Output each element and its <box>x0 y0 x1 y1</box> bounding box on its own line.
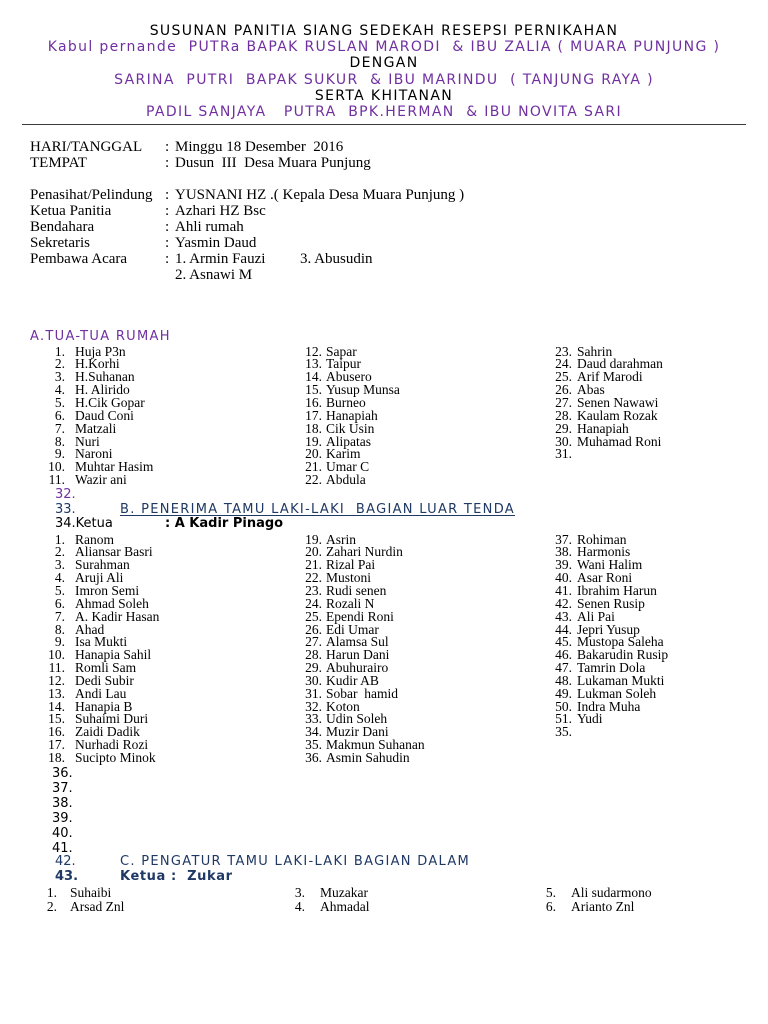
item-number: 30. <box>555 433 572 449</box>
member-name: Burneo <box>326 394 366 410</box>
member-name: H. Alirido <box>75 382 130 398</box>
item-number: 24. <box>305 595 322 611</box>
item-number: 36. <box>305 749 322 765</box>
item-number: 46. <box>555 647 572 663</box>
section-a-heading: A.TUA-TUA RUMAH <box>30 329 171 344</box>
info-separator: : <box>165 203 170 219</box>
section-b-number: 33. <box>55 502 76 517</box>
info-row-advisor <box>0 187 768 203</box>
item-number: 14. <box>48 698 65 714</box>
item-number: 45. <box>555 634 572 650</box>
item-number: 38. <box>555 544 572 560</box>
member-name: Karim <box>326 446 361 462</box>
item-number: 6. <box>54 407 65 423</box>
item-number: 32. <box>305 698 322 714</box>
section-b-column-2 <box>297 531 425 765</box>
item-number: 3. <box>54 369 65 385</box>
item-number: 24. <box>555 356 572 372</box>
info-row-mc <box>0 251 768 267</box>
member-name: Udin Soleh <box>326 711 388 727</box>
item-number: 18. <box>305 420 322 436</box>
item-number: 27. <box>305 634 322 650</box>
member-name: Jepri Yusup <box>577 621 640 637</box>
bride-family-line: SARINA PUTRI BAPAK SUKUR & IBU MARINDU ( TANJUNG RAYA ) <box>114 72 654 88</box>
item-number: 26. <box>555 382 572 398</box>
member-name: Rozali N <box>326 595 375 611</box>
item-number: 4. <box>294 899 305 914</box>
empty-slot-number: 40. <box>52 825 73 841</box>
info-label: HARI/TANGGAL <box>30 139 143 155</box>
member-name: Alipatas <box>326 433 371 449</box>
section-a-column-2 <box>297 343 400 488</box>
item-number: 8. <box>54 433 65 449</box>
section-b-empty-slots <box>52 766 73 856</box>
member-name: Isa Mukti <box>75 634 128 650</box>
member-name: Nurhadi Rozi <box>75 737 149 753</box>
section-a-column-1 <box>40 343 154 488</box>
info-label: Ketua Panitia <box>30 203 112 219</box>
info-value: Ahli rumah <box>175 219 244 235</box>
member-name: Taipur <box>326 356 362 372</box>
info-row-treasurer <box>0 219 768 235</box>
member-name: H.Cik Gopar <box>75 394 145 410</box>
member-name: Abas <box>577 382 605 398</box>
list-item <box>536 886 652 900</box>
item-number: 9. <box>54 634 65 650</box>
list-item <box>547 448 663 461</box>
item-number: 34. <box>305 724 322 740</box>
member-name: Koton <box>326 698 360 714</box>
info-label: Penasihat/Pelindung <box>30 187 153 203</box>
member-name: Ahmad Soleh <box>75 595 149 611</box>
section-c-number: 42. <box>55 854 76 869</box>
info-separator: : <box>165 139 170 155</box>
item-number: 43. <box>555 608 572 624</box>
item-number: 4. <box>54 570 65 586</box>
item-number: 13. <box>305 356 322 372</box>
member-name: Umar C <box>326 459 370 475</box>
member-name: Andi Lau <box>75 685 127 701</box>
item-number: 22. <box>305 472 322 488</box>
member-name: Aruji Ali <box>75 570 124 586</box>
section-b-column-3 <box>547 531 669 740</box>
member-name: Suhaimi Duri <box>75 711 149 727</box>
member-name: Nuri <box>75 433 100 449</box>
info-separator: : <box>165 187 170 203</box>
member-name: Muzir Dani <box>326 724 389 740</box>
item-number: 21. <box>305 557 322 573</box>
item-number: 50. <box>555 698 572 714</box>
info-row-place <box>0 155 768 171</box>
item-number: 23. <box>555 343 572 359</box>
member-name: Asar Roni <box>577 570 633 586</box>
section-b-chair-value: : A Kadir Pinago <box>165 516 284 531</box>
member-name: Zahari Nurdin <box>326 544 403 560</box>
section-c-column-3 <box>536 886 652 914</box>
item-number: 1. <box>54 531 65 547</box>
member-name: Sucipto Minok <box>75 749 156 765</box>
header-divider <box>22 124 746 125</box>
mc-name: 3. Abusudin <box>300 251 373 267</box>
item-number: 30. <box>305 672 322 688</box>
empty-slot-number: 36. <box>52 765 73 781</box>
list-item <box>37 900 124 914</box>
list-item <box>37 886 124 900</box>
item-number: 2. <box>54 544 65 560</box>
info-value: Minggu 18 Desember 2016 <box>175 139 344 155</box>
list-item <box>547 726 668 739</box>
item-number: 20. <box>305 544 322 560</box>
item-number: 42. <box>555 595 572 611</box>
list-item <box>285 886 370 900</box>
item-number: 39. <box>555 557 572 573</box>
item-number: 16. <box>305 394 322 410</box>
member-name: Yudi <box>577 711 603 727</box>
member-name: Harun Dani <box>326 647 390 663</box>
item-number: 31. <box>555 446 572 462</box>
info-label: Pembawa Acara <box>30 251 128 267</box>
member-name: Dedi Subir <box>75 672 134 688</box>
member-name: Alamsa Sul <box>326 634 389 650</box>
section-b-heading: B. PENERIMA TAMU LAKI-LAKI BAGIAN LUAR TENDA <box>120 502 515 517</box>
member-name: Ali sudarmono <box>571 885 652 900</box>
info-label: Bendahara <box>30 219 95 235</box>
member-name: Sapar <box>326 343 357 359</box>
member-name: Naroni <box>75 446 113 462</box>
info-row-secretary <box>0 235 768 251</box>
member-name: Mustoni <box>326 570 372 586</box>
item-number: 4. <box>54 382 65 398</box>
member-name: A. Kadir Hasan <box>75 608 160 624</box>
member-name: Huja P3n <box>75 343 126 359</box>
item-number: 26. <box>305 621 322 637</box>
member-name: Arif Marodi <box>577 369 643 385</box>
member-name: Rudi senen <box>326 582 387 598</box>
member-name: Asrin <box>326 531 356 547</box>
item-number: 13. <box>48 685 65 701</box>
member-name: Ali Pai <box>577 608 615 624</box>
empty-slot-number: 39. <box>52 810 73 826</box>
member-name: Aliansar Basri <box>75 544 153 560</box>
item-number: 29. <box>555 420 572 436</box>
item-number: 14. <box>305 369 322 385</box>
item-number: 16. <box>48 724 65 740</box>
member-name: Bakarudin Rusip <box>577 647 669 663</box>
circumcision-child-line: PADIL SANJAYA PUTRA BPK.HERMAN & IBU NOVITA SARI <box>146 104 622 120</box>
empty-slot-number: 41. <box>52 840 73 856</box>
item-number: 33. <box>305 711 322 727</box>
mc-name: 2. Asnawi M <box>175 267 253 283</box>
item-number: 25. <box>555 369 572 385</box>
item-number: 10. <box>48 459 65 475</box>
member-name: Rizal Pai <box>326 557 376 573</box>
empty-slot-number: 38. <box>52 795 73 811</box>
item-number: 44. <box>555 621 572 637</box>
member-name: Imron Semi <box>75 582 140 598</box>
member-name: Lukaman Mukti <box>577 672 665 688</box>
item-number: 2. <box>54 356 65 372</box>
info-separator: : <box>165 219 170 235</box>
list-item <box>297 749 425 765</box>
item-number: 17. <box>305 407 322 423</box>
member-name: Romli Sam <box>75 660 137 676</box>
member-name: Muhamad Roni <box>577 433 662 449</box>
item-number: 11. <box>48 660 65 676</box>
member-name: Senen Nawawi <box>577 394 659 410</box>
member-name: Suhaibi <box>70 885 112 900</box>
member-name: Yusup Munsa <box>326 382 400 398</box>
item-number: 31. <box>305 685 322 701</box>
member-name: Indra Muha <box>577 698 641 714</box>
document-title: SUSUNAN PANITIA SIANG SEDEKAH RESEPSI PERNIKAHAN <box>149 23 619 39</box>
member-name: H.Suhanan <box>75 369 135 385</box>
item-number: 12. <box>305 343 322 359</box>
item-number: 20. <box>305 446 322 462</box>
member-name: Cik Usin <box>326 420 375 436</box>
empty-slot-number: 37. <box>52 780 73 796</box>
item-number: 3. <box>54 557 65 573</box>
item-number: 27. <box>555 394 572 410</box>
member-name: Makmun Suhanan <box>326 737 425 753</box>
member-name: Muhtar Hasim <box>75 459 154 475</box>
member-name: Hanapiah <box>577 420 629 436</box>
item-number: 25. <box>305 608 322 624</box>
item-number: 1. <box>46 885 57 900</box>
member-name: Senen Rusip <box>577 595 645 611</box>
info-separator: : <box>165 235 170 251</box>
info-value: Azhari HZ Bsc <box>175 203 266 219</box>
item-number: 5. <box>54 582 65 598</box>
item-number: 19. <box>305 433 322 449</box>
item-number: 11. <box>48 472 65 488</box>
member-name: Ranom <box>75 531 114 547</box>
list-item <box>536 900 652 914</box>
member-name: Zaidi Dadik <box>75 724 140 740</box>
member-name: Matzali <box>75 420 117 436</box>
section-a-trailing-number: 32. <box>55 487 76 502</box>
info-row-mc-continued <box>0 267 768 283</box>
item-number: 21. <box>305 459 322 475</box>
item-number: 15. <box>305 382 322 398</box>
item-number: 12. <box>48 672 65 688</box>
item-number: 23. <box>305 582 322 598</box>
member-name: H.Korhi <box>75 356 120 372</box>
item-number: 41. <box>555 582 572 598</box>
groom-family-line: Kabul pernande PUTRa BAPAK RUSLAN MARODI & IBU ZALIA ( MUARA PUNJUNG ) <box>47 39 721 55</box>
member-name: Kudir AB <box>326 672 379 688</box>
member-name: Surahman <box>75 557 130 573</box>
member-name: Abuhurairo <box>326 660 389 676</box>
item-number: 5. <box>545 885 556 900</box>
member-name: Arsad Znl <box>70 899 125 914</box>
member-name: Edi Umar <box>326 621 379 637</box>
item-number: 3. <box>294 885 305 900</box>
member-name: Ibrahim Harun <box>577 582 657 598</box>
item-number: 48. <box>555 672 572 688</box>
list-item <box>285 900 370 914</box>
section-a-column-3 <box>547 343 663 462</box>
item-number: 15. <box>48 711 65 727</box>
item-number: 1. <box>54 343 65 359</box>
section-c-heading: C. PENGATUR TAMU LAKI-LAKI BAGIAN DALAM <box>120 854 471 869</box>
item-number: 35. <box>305 737 322 753</box>
item-number: 37. <box>555 531 572 547</box>
member-name: Tamrin Dola <box>577 660 646 676</box>
item-number: 28. <box>555 407 572 423</box>
list-item <box>40 749 159 765</box>
item-number: 18. <box>48 749 65 765</box>
connector-text: DENGAN <box>349 55 419 71</box>
item-number: 19. <box>305 531 322 547</box>
info-value: Dusun III Desa Muara Punjung <box>175 155 371 171</box>
member-name: Lukman Soleh <box>577 685 657 701</box>
item-number: 10. <box>48 647 65 663</box>
member-name: Daud Coni <box>75 407 134 423</box>
member-name: Sobar hamid <box>326 685 398 701</box>
section-c-chair-number: 43. <box>55 869 79 884</box>
item-number: 7. <box>54 420 65 436</box>
item-number: 7. <box>54 608 65 624</box>
mc-name: 1. Armin Fauzi <box>175 251 266 267</box>
member-name: Hanapia B <box>75 698 133 714</box>
member-name: Wazir ani <box>75 472 127 488</box>
item-number: 6. <box>545 899 556 914</box>
item-number: 5. <box>54 394 65 410</box>
member-name: Harmonis <box>577 544 631 560</box>
member-name: Hanapia Sahil <box>75 647 152 663</box>
item-number: 22. <box>305 570 322 586</box>
section-b-chair-label: 34.Ketua <box>55 516 113 531</box>
member-name: Abdula <box>326 472 366 488</box>
item-number: 29. <box>305 660 322 676</box>
info-value: Yasmin Daud <box>175 235 257 251</box>
member-name: Daud darahman <box>577 356 663 372</box>
info-row-chairman <box>0 203 768 219</box>
circumcision-label: SERTA KHITANAN <box>314 88 454 104</box>
item-number: 2. <box>46 899 57 914</box>
member-name: Ependi Roni <box>326 608 394 624</box>
info-label: Sekretaris <box>30 235 90 251</box>
member-name: Ahad <box>75 621 105 637</box>
member-name: Kaulam Rozak <box>577 407 658 423</box>
member-name: Abusero <box>326 369 372 385</box>
info-row-date <box>0 139 768 155</box>
info-separator: : <box>165 155 170 171</box>
item-number: 47. <box>555 660 572 676</box>
item-number: 40. <box>555 570 572 586</box>
section-c-chair: Ketua : Zukar <box>120 869 233 884</box>
info-separator: : <box>165 251 170 267</box>
member-name: Hanapiah <box>326 407 378 423</box>
list-item <box>297 474 400 487</box>
section-c-column-2 <box>285 886 370 914</box>
item-number: 17. <box>48 737 65 753</box>
item-number: 6. <box>54 595 65 611</box>
member-name: Mustopa Saleha <box>577 634 664 650</box>
member-name: Arianto Znl <box>571 899 635 914</box>
member-name: Ahmadal <box>320 899 370 914</box>
item-number: 35. <box>555 724 572 740</box>
section-c-column-1 <box>37 886 124 914</box>
item-number: 9. <box>54 446 65 462</box>
info-label: TEMPAT <box>30 155 87 171</box>
member-name: Wani Halim <box>577 557 643 573</box>
item-number: 28. <box>305 647 322 663</box>
member-name: Rohiman <box>577 531 627 547</box>
section-b-column-1 <box>40 531 160 765</box>
member-name: Sahrin <box>577 343 613 359</box>
info-value: YUSNANI HZ .( Kepala Desa Muara Punjung ) <box>175 187 465 203</box>
item-number: 49. <box>555 685 572 701</box>
item-number: 51. <box>555 711 572 727</box>
member-name: Asmin Sahudin <box>326 749 410 765</box>
list-item <box>40 474 153 487</box>
member-name: Muzakar <box>320 885 368 900</box>
item-number: 8. <box>54 621 65 637</box>
